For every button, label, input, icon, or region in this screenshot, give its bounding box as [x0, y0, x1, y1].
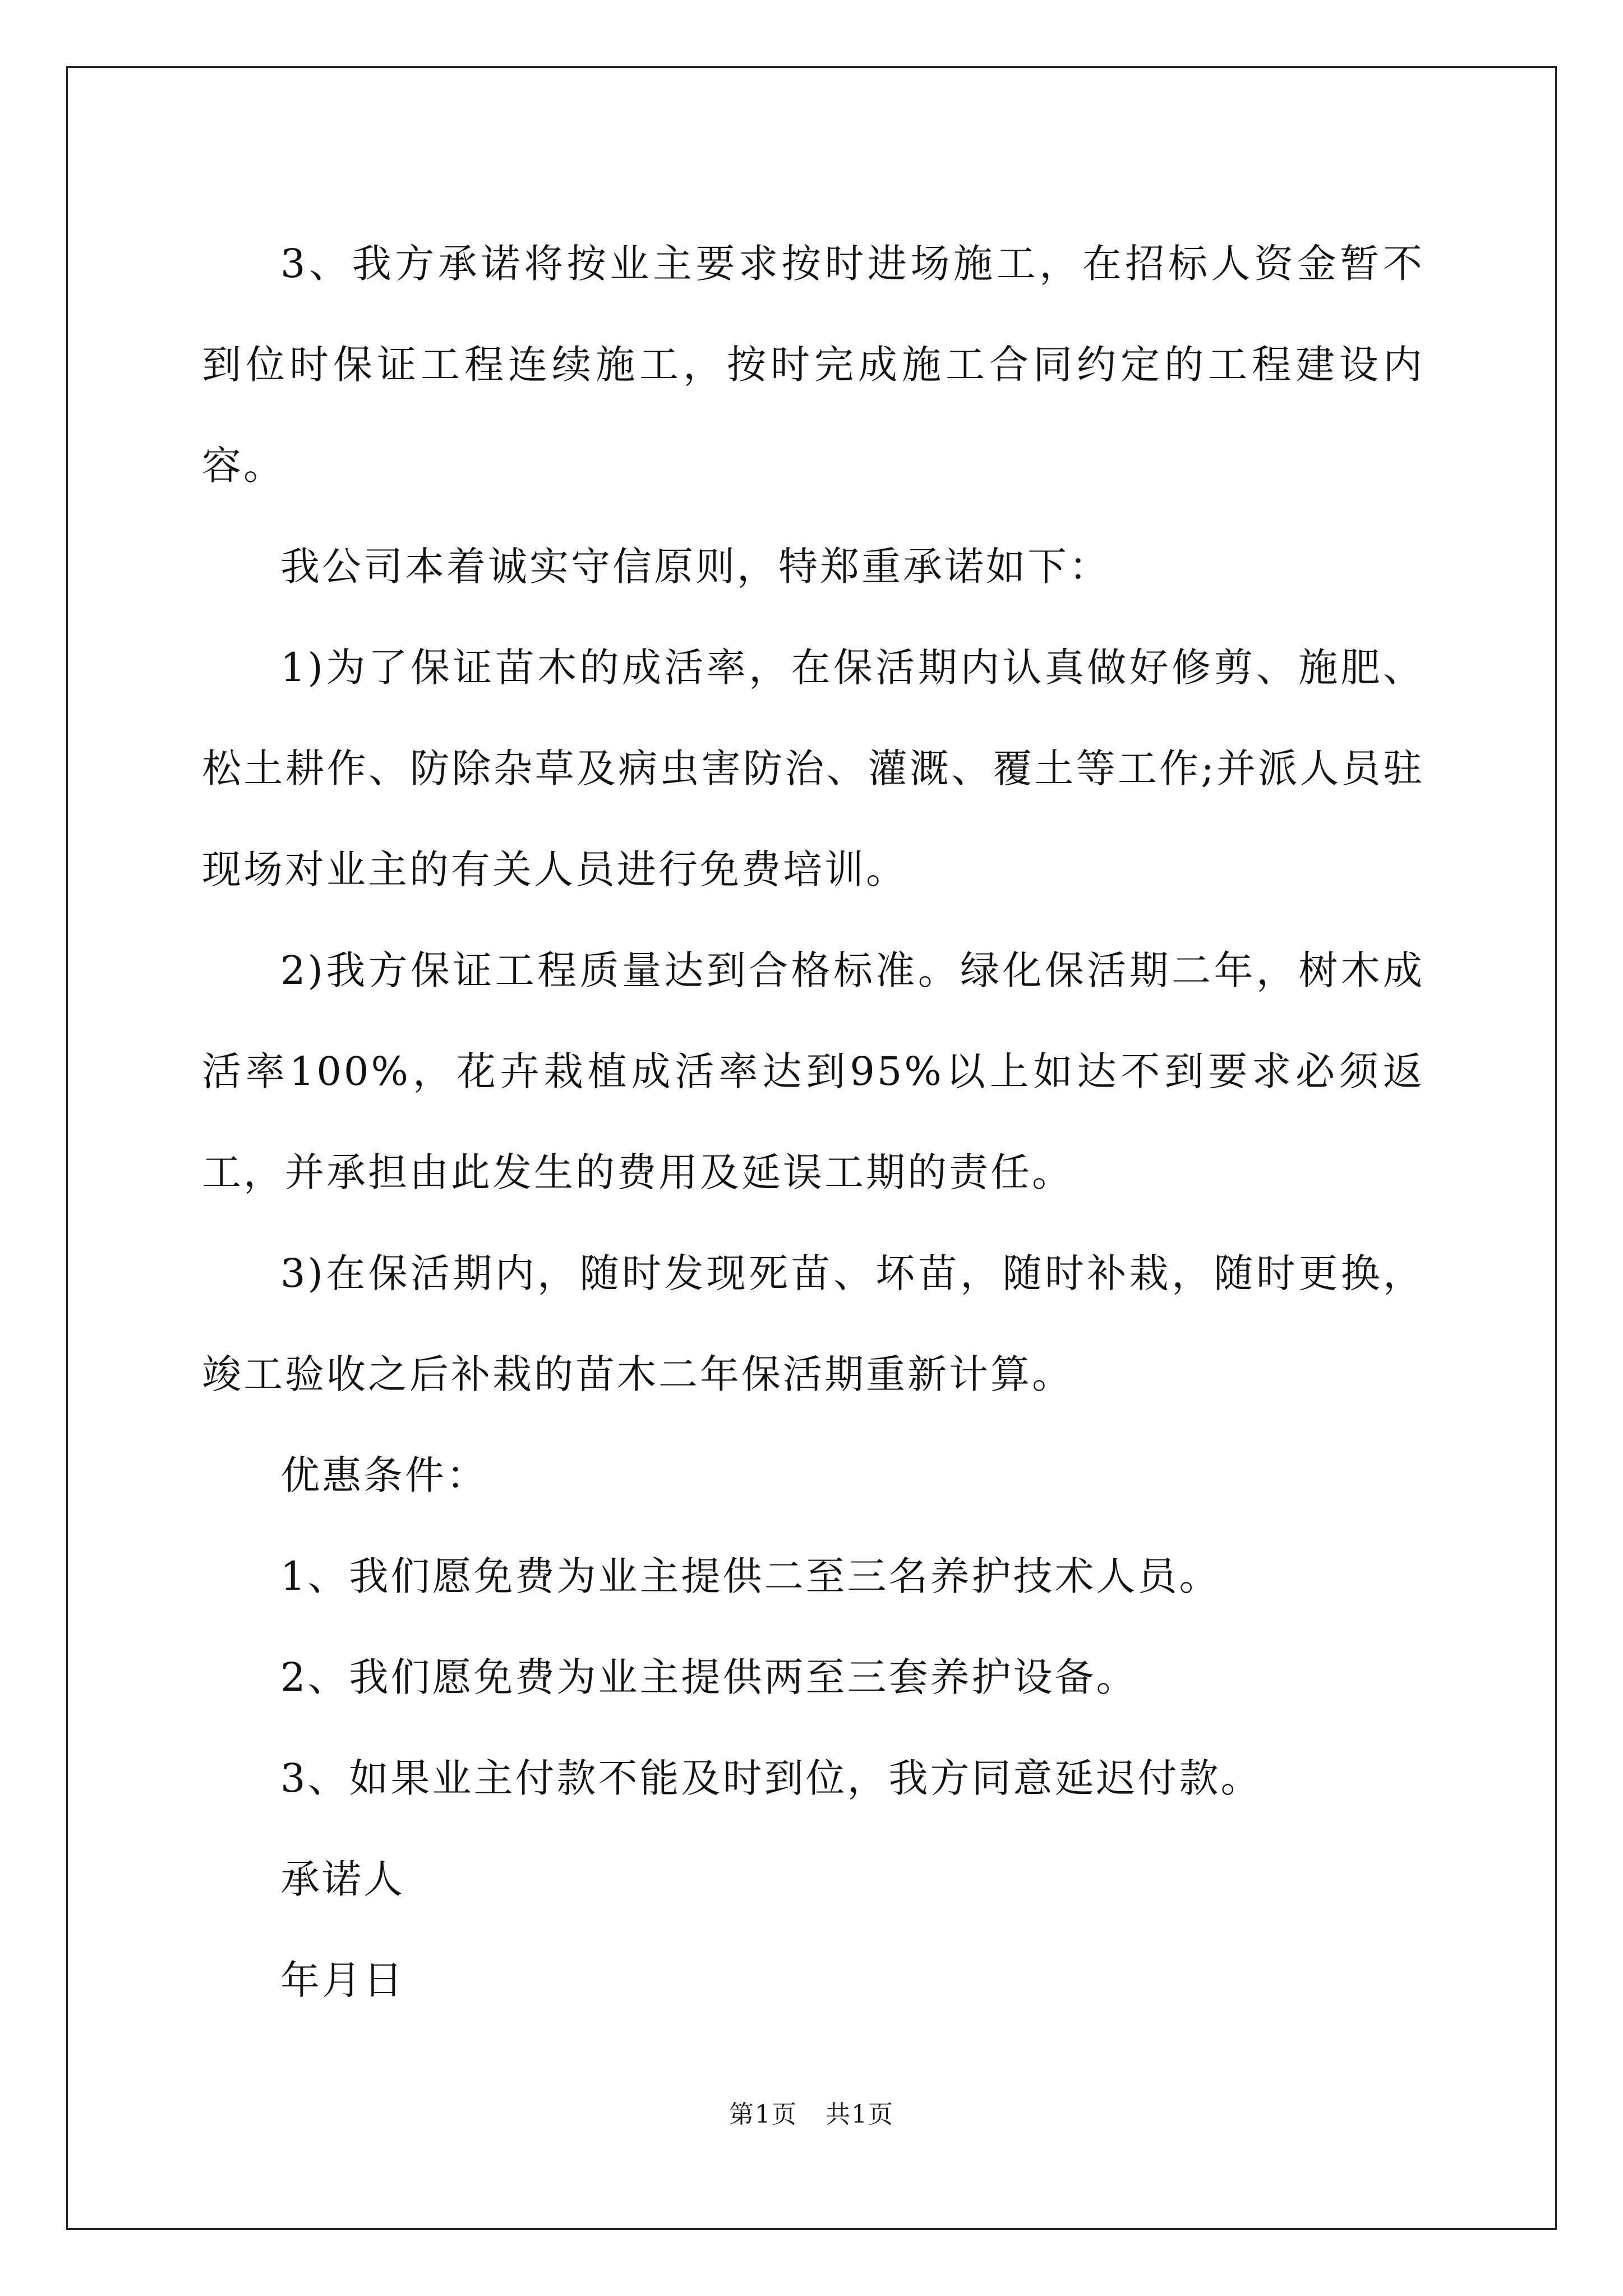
document-body: [202, 213, 1424, 2031]
paragraph: 我公司本着诚实守信原则，特郑重承诺如下：: [280, 544, 1110, 590]
paragraph: 优惠条件：: [280, 1452, 488, 1498]
page-number: 第1页: [729, 2100, 797, 2129]
signatory-label: 承诺人: [280, 1856, 405, 1902]
paragraph: 2)我方保证工程质量达到合格标准。绿化保活期二年，树木成活率100%，花卉栽植成活率达到95%以上如达不到要求必须返工，并承担由此发生的费用及延误工期的责任。: [202, 947, 1424, 1195]
paragraph: 3、如果业主付款不能及时到位，我方同意延迟付款。: [280, 1755, 1262, 1801]
paragraph: 2、我们愿免费为业主提供两至三套养护设备。: [280, 1654, 1138, 1700]
page-total: 共1页: [826, 2100, 894, 2129]
paragraph: 1、我们愿免费为业主提供二至三名养护技术人员。: [280, 1553, 1221, 1599]
paragraph: 1)为了保证苗木的成活率，在保活期内认真做好修剪、施肥、松土耕作、防除杂草及病虫害防治、灌溉、覆土等工作;并派人员驻现场对业主的有关人员进行免费培训。: [202, 645, 1424, 892]
page-footer: [0, 2098, 1623, 2132]
date-label: 年月日: [280, 1957, 405, 2003]
paragraph: 3)在保活期内，随时发现死苗、坏苗，随时补栽，随时更换，竣工验收之后补栽的苗木二年保活期重新计算。: [202, 1250, 1424, 1397]
paragraph: 3、我方承诺将按业主要求按时进场施工，在招标人资金暂不到位时保证工程连续施工，按时完成施工合同约定的工程建设内容。: [202, 241, 1424, 489]
